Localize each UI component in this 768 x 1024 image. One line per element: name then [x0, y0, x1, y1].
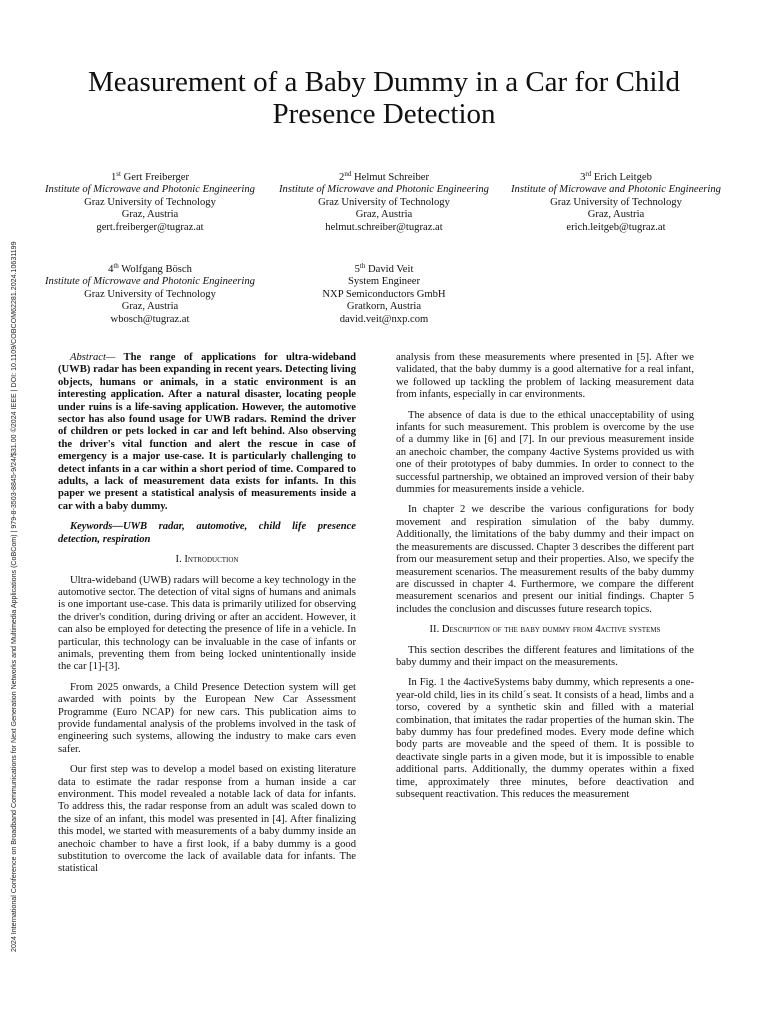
- author-block-2: [274, 172, 494, 234]
- author-organization: Graz University of Technology: [84, 196, 216, 208]
- paper-title: Measurement of a Baby Dummy in a Car for Child Presence Detection: [88, 66, 680, 130]
- author-name: Gert Freiberger: [123, 172, 190, 183]
- author-name: Helmut Schreiber: [353, 172, 429, 183]
- author-block-3: [506, 172, 726, 234]
- paragraph: This section describes the different features and limitations of the baby dummy and their impact on the measurements.: [396, 644, 694, 668]
- author-affiliation: System Engineer: [347, 276, 421, 288]
- author-location: Graz, Austria: [355, 209, 413, 221]
- paragraph: From 2025 onwards, a Child Presence Detection system will get awarded with points by the European New Car Assessment Programme (Euro NCAP) for new cars. This publication aims to provide fundamental analysis of the problems involved in the task of engineering such systems, allowing the industry to make cars even safer.: [58, 681, 356, 755]
- abstract-text: The range of applications for ultra-wideband (UWB) radar has been expanding in recent years. Detecting living objects, humans or animals, in a static environment is an interesting application. After a natural disaster, locating people under ruins is a life-saving application. However, the automotive sector has also found usage for UWB radars. Remind the driver of children or pets locked in car and left behind. Also observing the driver's vital function and alert the rescue in case of emergency is a major use-case. It is particularly challenging to detect infants in a car within a short period of time. Compared to adults, a lack of measurement data exists for infants. In this paper we present a statistical analysis of measurements inside a car with a baby dummy.: [58, 352, 356, 512]
- author-email: david.veit@nxp.com: [339, 313, 429, 325]
- paragraph: The absence of data is due to the ethical unacceptability of using infants for such measurement. This problem is overcome by the use of a dummy like in [6] and [7]. In our previous measurement inside an anechoic chamber, the company 4active Systems provided us with one of their prototypes of baby dummies. In order to connect to the successful partnership, we obtained an improved version of their baby dummies for measurements inside a vehicle.: [396, 409, 694, 496]
- author-ord-suffix: rd: [585, 170, 592, 178]
- author-name: Wolfgang Bösch: [121, 264, 192, 275]
- author-email: wbosch@tugraz.at: [110, 313, 190, 325]
- author-block-1: [40, 172, 260, 234]
- paragraph: In Fig. 1 the 4activeSystems baby dummy, which represents a one-year-old child, lies in its child´s seat. It consists of a head, limbs and a torso, covered by a synthetic skin and filled with a material combination, that imitates the radar properties of the human skin. The baby dummy has four predefined modes. Every mode define which body parts are moveable and the speed of them. It is possible to deactivate single parts in a given mode, but it is impossible to enable additional parts. Additionally, the dummy operates within a fixed time, approximately three minutes, before deactivation and subsequent reactivation. This reduces the measurement: [396, 677, 694, 800]
- author-location: Graz, Austria: [121, 301, 179, 313]
- author-organization: NXP Semiconductors GmbH: [322, 288, 446, 300]
- author-organization: Graz University of Technology: [550, 196, 682, 208]
- author-ord: 3: [580, 172, 586, 183]
- section-heading-introduction: I. Introduction: [175, 554, 239, 566]
- author-organization: Graz University of Technology: [84, 288, 216, 300]
- author-email: erich.leitgeb@tugraz.at: [566, 221, 666, 233]
- author-ord: 2: [339, 172, 345, 183]
- paragraph: In chapter 2 we describe the various configurations for body movement and respiration simulation of the baby dummy. Additionally, the limitations of the baby dummy and their impact on the measurements are discussed. Chapter 3 describes the different part from our measurement setup and their properties. Also, we specify the measurement scenarios. The measurement results of the baby dummy are discussed in chapter 4. Furthermore, we compare the different measurement scenarios and present our initial findings. Chapter 5 includes the conclusion and discusses future research topics.: [396, 504, 694, 615]
- author-ord-suffix: th: [359, 262, 366, 270]
- author-ord-suffix: th: [113, 262, 119, 270]
- author-email: gert.freiberger@tugraz.at: [96, 221, 204, 233]
- author-ord-suffix: nd: [344, 170, 352, 178]
- section-heading-baby-dummy: II. Description of the baby dummy from 4active systems: [429, 624, 661, 636]
- paragraph: Our first step was to develop a model based on existing literature data to estimate the radar response from a human inside a car environment. This model revealed a notable lack of data for infants. To address this, the radar response from an adult was scaled down to the size of an infant, this model was presented in [4]. After finalizing this model, we started with measurements of a baby dummy inside an anechoic chamber to have a first look, if a baby dummy is a good substitution to overcome the lack of available data for infants. The statistical: [58, 764, 356, 875]
- author-ord: 1: [110, 172, 117, 183]
- author-ord: 4: [108, 264, 114, 275]
- author-location: Graz, Austria: [587, 209, 645, 221]
- author-name: David Veit: [367, 264, 414, 275]
- author-affiliation: Institute of Microwave and Photonic Engineering: [511, 184, 721, 196]
- right-column: [396, 352, 694, 809]
- keywords: Keywords—UWB radar, automotive, child life presence detection, respiration: [58, 521, 356, 545]
- author-ord-suffix: st: [116, 170, 121, 178]
- paragraph: Ultra-wideband (UWB) radars will become a key technology in the automotive sector. The detection of vital signs of humans and animals is one important use-case. This data is primarily utilized for observing the driver's condition, during driving or after an accident. However, it can also be employed for detecting the presence of life in a vehicle. In particular, this technology can be invaluable in the case of infants or animals, preventing them from being locked unintentionally inside the car [1]-[3].: [58, 574, 356, 673]
- author-block-4: [40, 264, 260, 326]
- abstract: [58, 352, 356, 513]
- paragraph: analysis from these measurements where presented in [5]. After we validated, that the baby dummy is a good alternative for a real infant, we followed up tackling the problem of lacking measurement data from infants, especially in car environments.: [396, 352, 694, 401]
- author-email: helmut.schreiber@tugraz.at: [325, 221, 443, 233]
- author-location: Gratkorn, Austria: [346, 301, 422, 313]
- author-name: Erich Leitgeb: [593, 172, 652, 183]
- abstract-lead: Abstract—: [70, 352, 116, 363]
- conference-doi-text: 2024 International Conference on Broadband Communications for Next Generation Networks and Multimedia Applications (CoBCom) | 979-8-3503-8845-9/24/$31.00 ©2024 IEEE | DOI: 10.1109/COBCOM62281.2024.10631199: [10, 241, 18, 952]
- left-column: [58, 352, 356, 884]
- author-affiliation: Institute of Microwave and Photonic Engineering: [45, 276, 255, 288]
- author-organization: Graz University of Technology: [318, 196, 450, 208]
- author-block-5: [274, 264, 494, 326]
- author-location: Graz, Austria: [121, 209, 179, 221]
- author-affiliation: Institute of Microwave and Photonic Engineering: [279, 184, 489, 196]
- author-ord: 5: [354, 264, 360, 275]
- author-affiliation: Institute of Microwave and Photonic Engineering: [45, 184, 255, 196]
- side-metadata-strip: [0, 0, 24, 1024]
